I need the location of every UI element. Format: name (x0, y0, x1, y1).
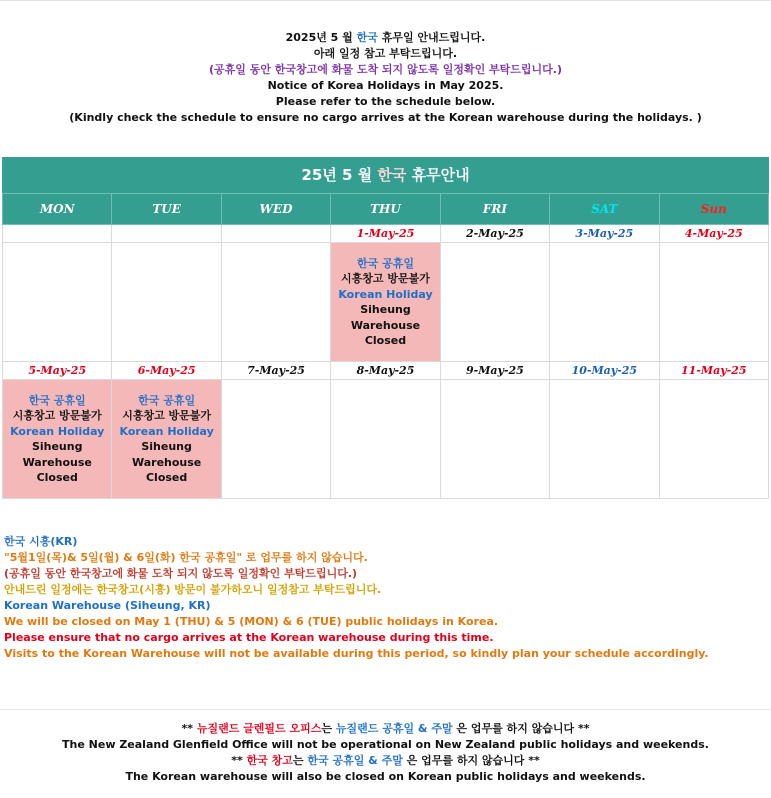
day-cell (550, 243, 659, 362)
calendar-table (2, 193, 769, 499)
notice-line-1-a: 2025년 5 월 (285, 31, 357, 44)
day-cell (659, 243, 768, 362)
notice-line-3: (공휴일 동안 한국창고에 화물 도착 되지 않도록 일정확인 부탁드립니다.) (208, 63, 563, 76)
date-cell: 3-May-25 (550, 225, 659, 243)
note-line: Please ensure that no cargo arrives at the Korean warehouse during this time. (4, 631, 494, 644)
note-line: "5월1일(목)& 5일(월) & 6일(화) 한국 공휴일" 로 업무를 하지 않습니다. (4, 551, 368, 564)
holiday-en-note: Siheung (360, 303, 411, 316)
footer-line-1 (0, 721, 771, 737)
holiday-en-label: Korean Holiday (338, 287, 433, 301)
holiday-kr-label: 한국 공휴일 (138, 393, 196, 407)
footer-text: 한국 창고 (246, 754, 293, 767)
week-1-dates (3, 225, 769, 243)
date-cell: 8-May-25 (331, 362, 440, 380)
day-cell (659, 380, 768, 499)
notes-section (4, 534, 769, 662)
day-cell (221, 380, 330, 499)
day-wed: WED (221, 194, 330, 225)
footer-text: ** (231, 754, 247, 767)
week-2-dates (3, 362, 769, 380)
footer-text: 는 (321, 722, 336, 735)
footer-line-3 (0, 753, 771, 769)
note-line: We will be closed on May 1 (THU) & 5 (MON) & 6 (TUE) public holidays in Korea. (4, 615, 499, 628)
date-cell: 1-May-25 (331, 225, 440, 243)
holiday-cell (3, 380, 112, 499)
week-2-cells (3, 380, 769, 499)
holiday-kr-note: 시흥창고 방문불가 (122, 409, 212, 422)
holiday-en-note: Siheung (31, 440, 83, 453)
day-cell (331, 380, 440, 499)
holiday-en-note: Closed (145, 471, 188, 484)
date-cell: 10-May-25 (550, 362, 659, 380)
holiday-en-label: Korean Holiday (10, 424, 105, 438)
holiday-en-note: Siheung (141, 440, 192, 453)
footer-text: 은 업무를 하지 않습니다 ** (402, 754, 540, 767)
footer-text: 뉴질랜드 공휴일 & 주말 (335, 722, 453, 735)
week-1-cells (3, 243, 769, 362)
date-cell: 7-May-25 (221, 362, 330, 380)
day-names-row (3, 194, 769, 225)
day-thu: THU (331, 194, 440, 225)
date-cell (3, 225, 112, 243)
note-line: 한국 시흥(KR) (4, 535, 78, 548)
date-cell: 5-May-25 (3, 362, 112, 380)
footer-text: 뉴질랜드 글렌필드 오피스 (196, 722, 322, 735)
notice-line-5: Please refer to the schedule below. (275, 95, 496, 108)
banner-title-a: 25년 5 월 (301, 166, 378, 184)
notice-line-1-b: 한국 (356, 31, 378, 44)
day-cell (3, 243, 112, 362)
holiday-kr-label: 한국 공휴일 (28, 393, 86, 407)
note-line: 안내드린 일정에는 한국창고(시흥) 방문이 불가하오니 일정참고 부탁드립니다. (4, 583, 382, 596)
notice-line-2: 아래 일정 참고 부탁드립니다. (313, 47, 458, 60)
date-cell: 6-May-25 (112, 362, 221, 380)
notice-header (0, 30, 771, 126)
footer-text: 는 (292, 754, 308, 767)
holiday-en-note: Closed (36, 471, 78, 484)
holiday-en-note: Warehouse (131, 455, 202, 469)
note-line: (공휴일 동안 한국창고에 화물 도착 되지 않도록 일정확인 부탁드립니다.) (4, 567, 358, 580)
day-cell (112, 243, 221, 362)
note-line: Korean Warehouse (Siheung, KR) (4, 599, 211, 612)
notice-line-6: (Kindly check the schedule to ensure no cargo arrives at the Korean warehouse during the holidays. ) (69, 111, 702, 124)
notice-line-1-c: 휴무일 안내드립니다. (377, 31, 486, 44)
day-mon: MON (3, 194, 112, 225)
holiday-kr-note: 시흥창고 방문불가 (12, 409, 102, 422)
holiday-kr-label: 한국 공휴일 (356, 256, 414, 270)
day-cell (440, 243, 549, 362)
holiday-en-note: Warehouse (350, 318, 421, 332)
footer-section (0, 721, 771, 785)
banner-title-b: 한국 (377, 166, 407, 184)
day-fri: FRI (440, 194, 549, 225)
divider (0, 709, 771, 710)
notice-line-1 (0, 30, 771, 46)
holiday-cell (112, 380, 221, 499)
note-line: Visits to the Korean Warehouse will not be available during this period, so kindly plan your schedule accordingly. (4, 647, 709, 660)
notice-line-4: Notice of Korea Holidays in May 2025. (267, 79, 504, 92)
date-cell: 4-May-25 (659, 225, 768, 243)
day-sat: SAT (550, 194, 659, 225)
banner-title-c: 휴무안내 (406, 166, 470, 184)
holiday-en-label: Korean Holiday (119, 424, 214, 438)
footer-line-2: The New Zealand Glenfield Office will not be operational on New Zealand public holidays and weekends. (62, 738, 709, 751)
date-cell (112, 225, 221, 243)
date-cell (221, 225, 330, 243)
footer-line-4: The Korean warehouse will also be closed on Korean public holidays and weekends. (125, 770, 646, 783)
holiday-cell (331, 243, 440, 362)
calendar-banner (2, 157, 769, 193)
date-cell: 9-May-25 (440, 362, 549, 380)
holiday-kr-note: 시흥창고 방문불가 (341, 272, 430, 285)
date-cell: 2-May-25 (440, 225, 549, 243)
holiday-en-note: Warehouse (22, 455, 92, 469)
day-cell (550, 380, 659, 499)
footer-text: 은 업무를 하지 않습니다 ** (452, 722, 590, 735)
day-tue: TUE (112, 194, 221, 225)
footer-text: 한국 공휴일 & 주말 (307, 754, 403, 767)
date-cell: 11-May-25 (659, 362, 768, 380)
footer-text: ** (181, 722, 197, 735)
day-sun: Sun (659, 194, 768, 225)
day-cell (221, 243, 330, 362)
top-border (0, 0, 771, 1)
holiday-en-note: Closed (364, 334, 407, 347)
day-cell (440, 380, 549, 499)
